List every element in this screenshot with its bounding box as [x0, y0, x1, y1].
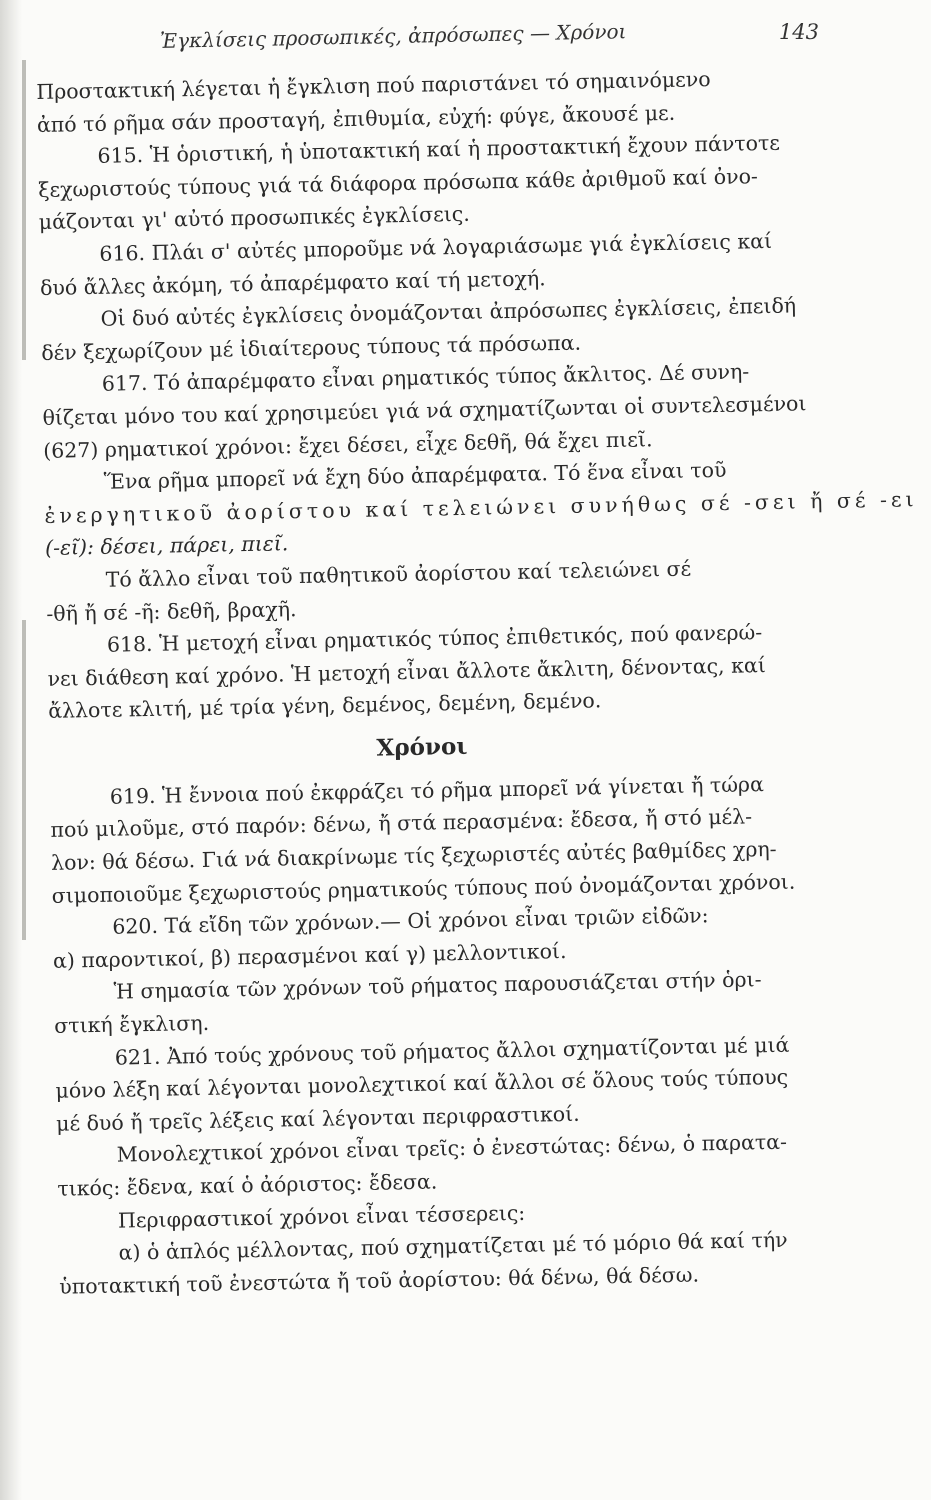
text-line: ἐνεργητικοῦ ἀορίστου καί τελειώνει συνήθως σέ -σει ἤ σέ -ει [44, 486, 918, 528]
text-line: Ἕνα ρῆμα μπορεῖ νά ἔχη δύο ἀπαρέμφατα. Τό ἕνα εἶναι τοῦ [103, 457, 727, 494]
text-line: 616. Πλάι σ' αὐτές μποροῦμε νά λογαριάσωμε γιά ἐγκλίσεις καί [99, 228, 773, 266]
text-line: μάζονται γι' αὐτό προσωπικές ἐγκλίσεις. [38, 202, 470, 235]
text-line: δυό ἄλλες ἀκόμη, τό ἀπαρέμφατο καί τή μετοχή. [39, 265, 546, 300]
page-number: 143 [778, 20, 819, 44]
text-line: ξεχωριστούς τύπους γιά τά διάφορα πρόσωπα κάθε ἀριθμοῦ καί ὀνο- [37, 163, 759, 202]
text-line: πού μιλοῦμε, στό παρόν: δένω, ἤ στά περασμένα: ἔδεσα, ἤ στό μέλ- [50, 804, 753, 843]
text-line: 617. Τό ἀπαρέμφατο εἶναι ρηματικός τύπος ἄκλιτος. Δέ συνη- [101, 359, 750, 397]
text-line: στική ἔγκλιση. [54, 1010, 210, 1038]
text-line: 615. Ἡ ὁριστική, ἡ ὑποτακτική καί ἡ προστακτική ἔχουν πάντοτε [97, 130, 781, 169]
text-line: σιμοποιοῦμε ξεχωριστούς ρηματικούς τύπους πού ὀνομάζονται χρόνοι. [51, 869, 796, 908]
text-line: -θῆ ἤ σέ -ῆ: δεθῆ, βραχῆ. [46, 596, 297, 626]
text-line: Ἡ σημασία τῶν χρόνων τοῦ ρήματος παρουσιάζεται στήν ὁρι- [113, 967, 762, 1005]
text-line: μόνο λέξη καί λέγονται μονολεχτικοί καί ἄλλοι σέ ὅλους τούς τύπους [55, 1064, 789, 1104]
text-line: μέ δυό ἤ τρεῖς λέξεις καί λέγονται περιφραστικοί. [55, 1101, 580, 1136]
text-line: 620. Τά εἴδη τῶν χρόνων.— Οἱ χρόνοι εἶναι τριῶν εἰδῶν: [112, 903, 709, 939]
text-line: Προστακτική λέγεται ἡ ἔγκλιση πού παριστάνει τό σημαινόμενο [36, 67, 711, 104]
text-line: ἄλλοτε κλιτή, μέ τρία γένη, δεμένος, δεμένη, δεμένο. [47, 688, 602, 724]
page-body [36, 61, 918, 1303]
text-line: (-εῖ): δέσει, πάρει, πιεῖ. [44, 531, 289, 561]
running-title: Ἐγκλίσεις προσωπικές, ἀπρόσωπες — Χρόνοι [159, 19, 627, 53]
text-line: δέν ξεχωρίζουν μέ ἰδιαίτερους τύπους τά πρόσωπα. [41, 330, 582, 365]
text-line: ἀπό τό ρῆμα σάν προσταγή, ἐπιθυμία, εὐχή: φύγε, ἄκουσέ με. [36, 100, 676, 137]
text-line: τικός: ἔδενα, καί ὁ ἀόριστος: ἔδεσα. [57, 1169, 438, 1201]
text-line: 621. Ἀπό τούς χρόνους τοῦ ρήματος ἄλλοι σχηματίζονται μέ μιά [114, 1032, 790, 1070]
text-line: νει διάθεση καί χρόνο. Ἡ μετοχή εἶναι ἄλλοτε ἄκλιτη, δένοντας, καί [47, 652, 766, 691]
text-line: Οἱ δυό αὐτές ἐγκλίσεις ὀνομάζονται ἀπρόσωπες ἐγκλίσεις, ἐπειδή [100, 293, 797, 331]
binding-edge [22, 620, 26, 940]
text-line: 618. Ἡ μετοχή εἶναι ρηματικός τύπος ἐπιθετικός, πού φανερώ- [106, 620, 763, 657]
text-line: (627) ρηματικοί χρόνοι: ἔχει δέσει, εἶχε δεθῆ, θά ἔχει πιεῖ. [42, 426, 653, 463]
text-line: α) ὁ ἁπλός μέλλοντας, πού σχηματίζεται μέ τό μόριο θά καί τήν [118, 1227, 788, 1265]
text-line: Μονολεχτικοί χρόνοι εἶναι τρεῖς: ὁ ἐνεστώτας: δένω, ὁ παρατα- [116, 1130, 788, 1168]
text-line: λον: θά δέσω. Γιά νά διακρίνωμε τίς ξεχωριστές αὐτές βαθμίδες χρη- [50, 836, 777, 875]
text-line: ὑποτακτική τοῦ ἐνεστώτα ἤ τοῦ ἀορίστου: θά δένω, θά δέσω. [59, 1262, 700, 1299]
text-line: 619. Ἡ ἔννοια πού ἐκφράζει τό ρῆμα μπορεῖ νά γίνεται ἤ τώρα [109, 772, 765, 809]
text-line: θίζεται μόνο του καί χρησιμεύει γιά νά σχηματίζωνται οἱ συντελεσμένοι [42, 391, 807, 430]
text-line: Περιφραστικοί χρόνοι εἶναι τέσσερεις: [117, 1200, 526, 1233]
book-binding-shadow [0, 0, 22, 1500]
binding-edge [22, 60, 26, 360]
section-heading: Χρόνοι [376, 732, 468, 762]
text-line: Τό ἄλλο εἶναι τοῦ παθητικοῦ ἀορίστου καί τελειώνει σέ [105, 556, 692, 592]
text-line: α) παροντικοί, β) περασμένοι καί γ) μελλοντικοί. [52, 938, 567, 973]
